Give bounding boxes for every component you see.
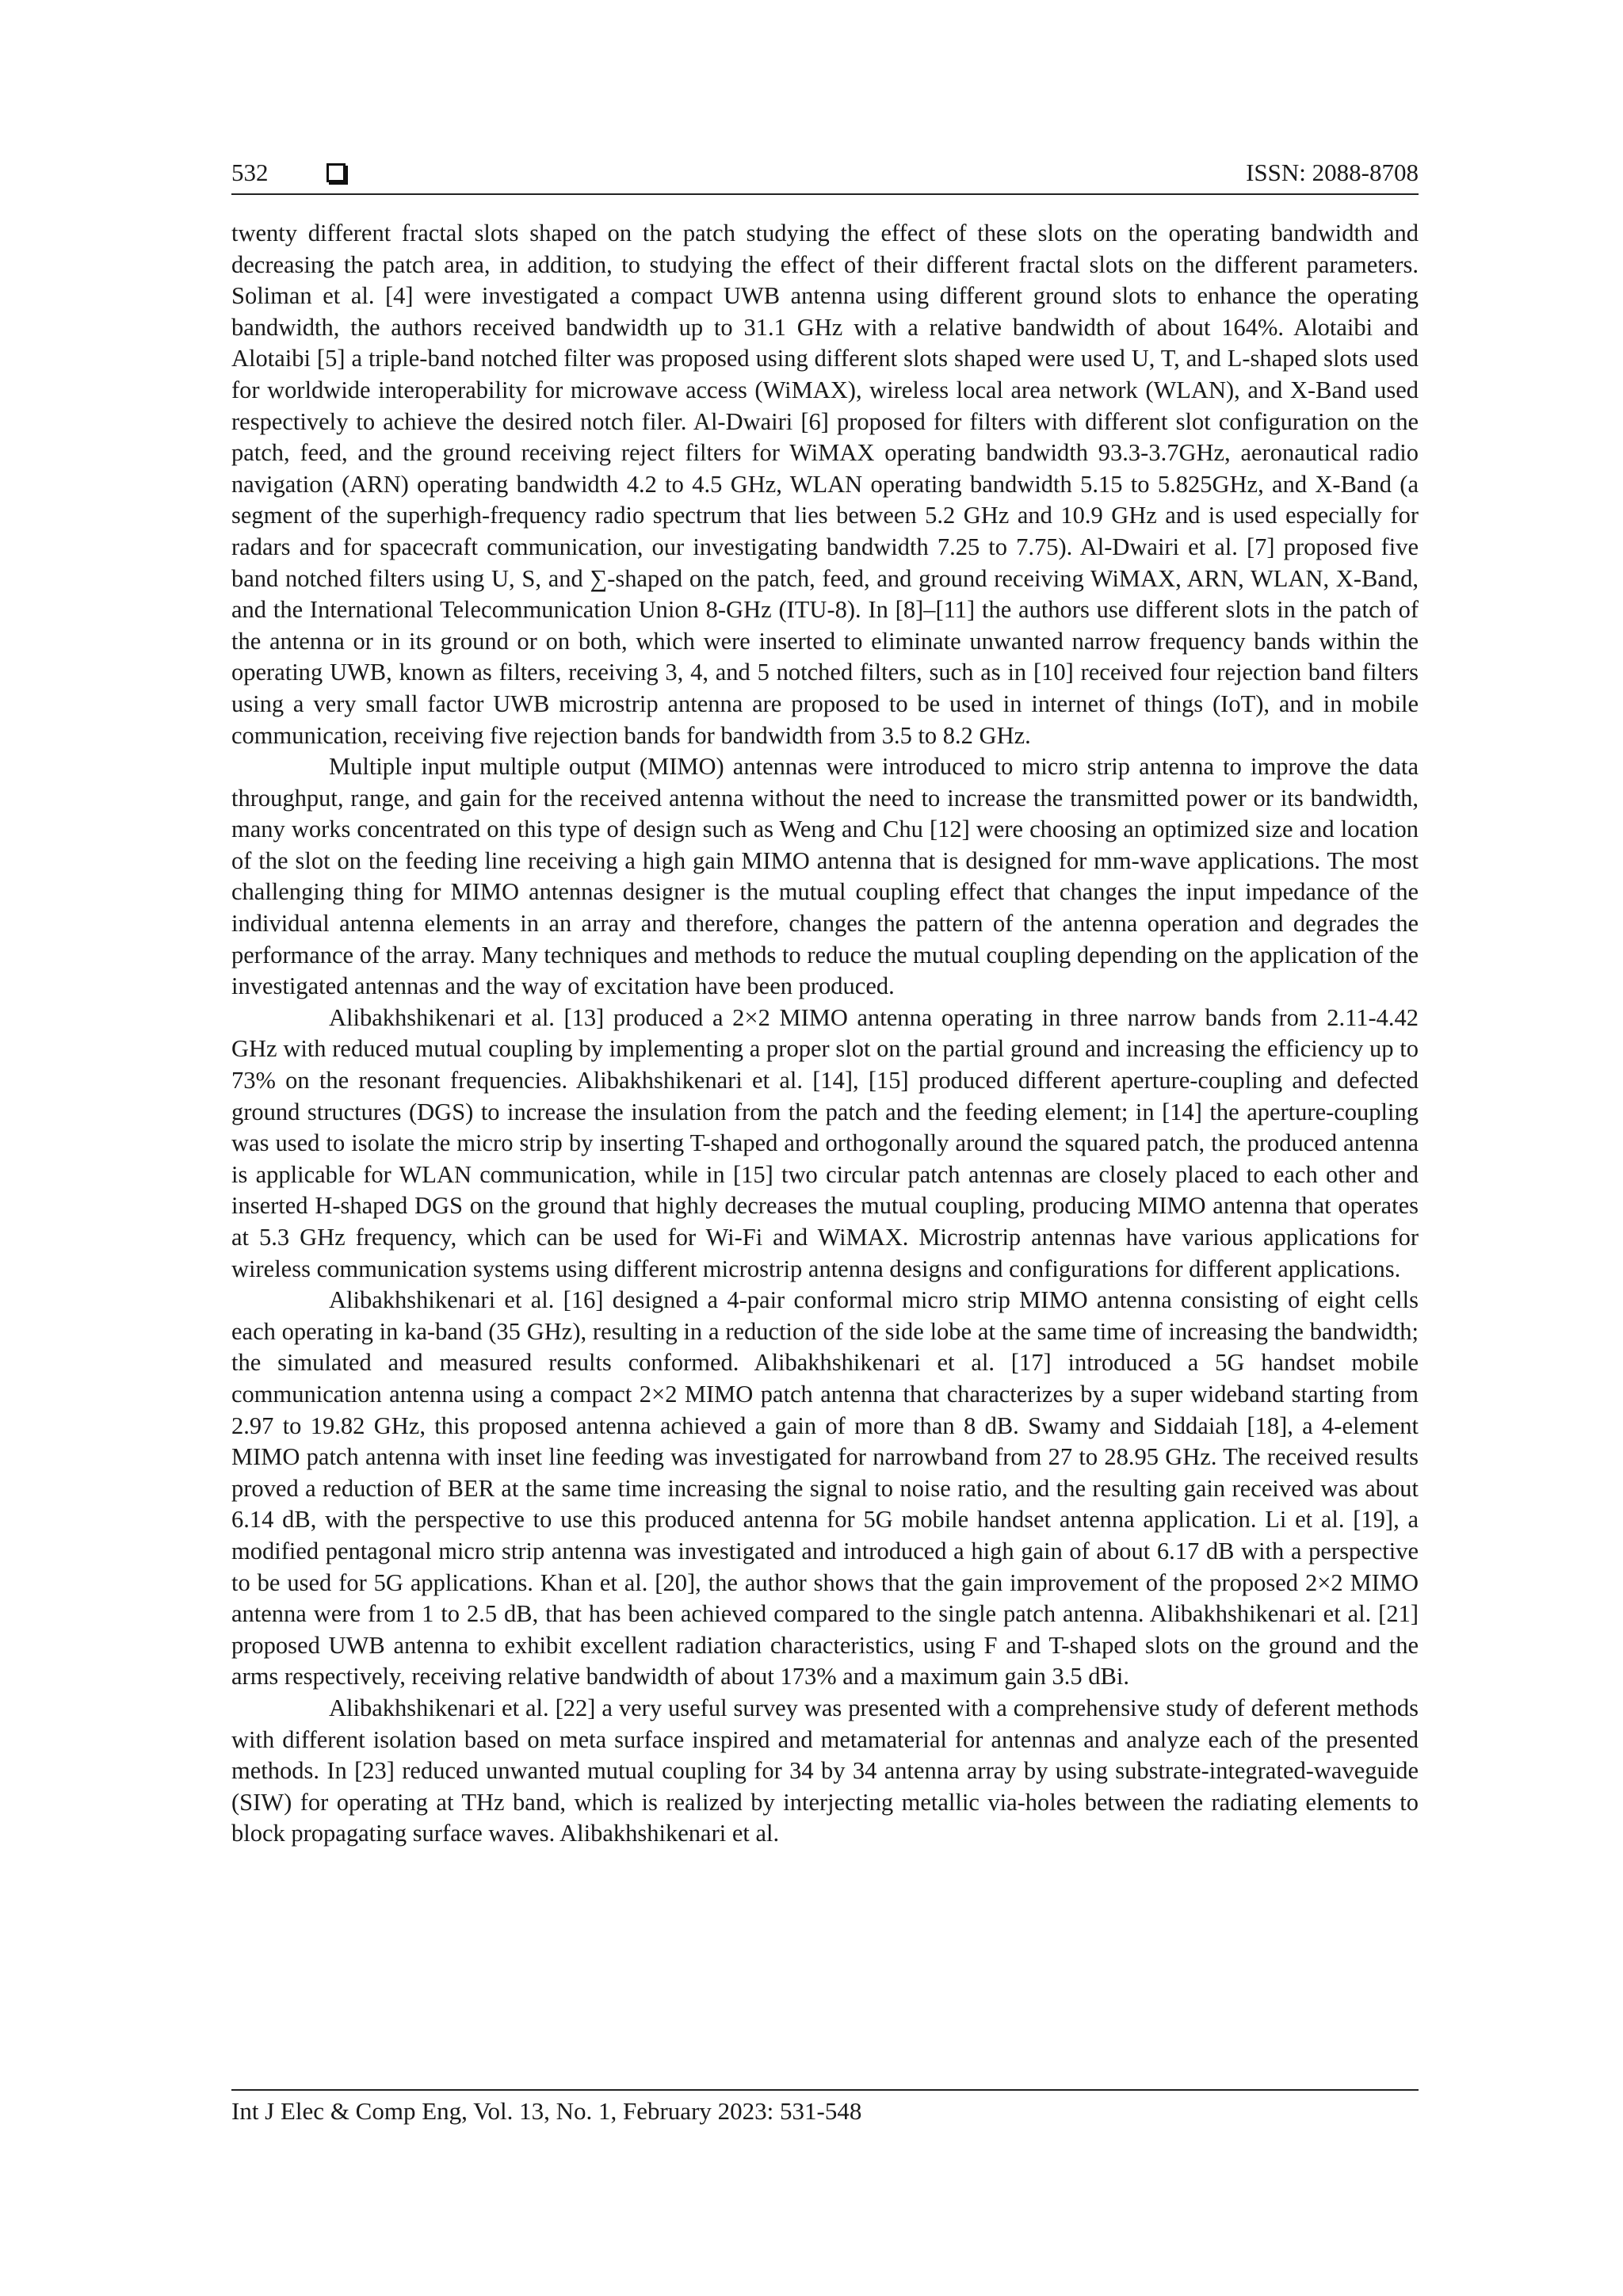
issn: ISSN: 2088-8708	[1246, 159, 1419, 186]
paragraph-2: Multiple input multiple output (MIMO) antennas were introduced to micro strip antenna to improve the data throughput, range, and gain for the received antenna without the need to increase the transmitted power or its bandwidth, many works concentrated on this type of design such as Weng and Chu [12] were choosing an optimized size and location of the slot on the feeding line receiving a high gain MIMO antenna that is designed for mm-wave applications. The most challenging thing for MIMO antennas designer is the mutual coupling effect that changes the input impedance of the individual antenna elements in an array and therefore, changes the pattern of the antenna operation and degrades the performance of the array. Many techniques and methods to reduce the mutual coupling depending on the application of the investigated antennas and the way of excitation have been produced.	[231, 753, 1419, 1000]
journal-citation: Int J Elec & Comp Eng, Vol. 13, No. 1, February 2023: 531-548	[231, 2097, 862, 2125]
page-header	[231, 155, 1419, 195]
page-number: 532	[231, 159, 269, 186]
body-text	[231, 218, 1419, 1850]
paragraph-1: twenty different fractal slots shaped on the patch studying the effect of these slots on the operating bandwidth and decreasing the patch area, in addition, to studying the effect of their different fractal slots on the different parameters. Soliman et al. [4] were investigated a compact UWB antenna using different ground slots to enhance the operating bandwidth, the authors received bandwidth up to 31.1 GHz with a relative bandwidth of about 164%. Alotaibi and Alotaibi [5] a triple-band notched filter was proposed using different slots shaped were used U, T, and L-shaped slots used for worldwide interoperability for microwave access (WiMAX), wireless local area network (WLAN), and X-Band used respectively to achieve the desired notch filer. Al-Dwairi [6] proposed for filters with different slot configuration on the patch, feed, and the ground receiving reject filters for WiMAX operating bandwidth 93.3-3.7GHz, aeronautical radio navigation (ARN) operating bandwidth 4.2 to 4.5 GHz, WLAN operating bandwidth 5.15 to 5.825GHz, and X-Band (a segment of the superhigh-frequency radio spectrum that lies between 5.2 GHz and 10.9 GHz and is used especially for radars and for spacecraft communication, our investigating bandwidth 7.25 to 7.75). Al-Dwairi et al. [7] proposed five band notched filters using U, S, and ∑-shaped on the patch, feed, and ground receiving WiMAX, ARN, WLAN, X-Band, and the International Telecommunication Union 8-GHz (ITU-8). In [8]–[11] the authors use different slots in the patch of the antenna or in its ground or on both, which were inserted to eliminate unwanted narrow frequency bands within the operating UWB, known as filters, receiving 3, 4, and 5 notched filters, such as in [10] received four rejection band filters using a very small factor UWB microstrip antenna are proposed to be used in internet of things (IoT), and in mobile communication, receiving five rejection bands for bandwidth from 3.5 to 8.2 GHz.	[231, 220, 1419, 749]
paragraph-4: Alibakhshikenari et al. [16] designed a 4-pair conformal micro strip MIMO antenna consisting of eight cells each operating in ka-band (35 GHz), resulting in a reduction of the side lobe at the same time of increasing the bandwidth; the simulated and measured results conformed. Alibakhshikenari et al. [17] introduced a 5G handset mobile communication antenna using a compact 2×2 MIMO patch antenna that characterizes by a super wideband starting from 2.97 to 19.82 GHz, this proposed antenna achieved a gain of more than 8 dB. Swamy and Siddaiah [18], a 4-element MIMO patch antenna with inset line feeding was investigated for narrowband from 27 to 28.95 GHz. The received results proved a reduction of BER at the same time increasing the signal to noise ratio, and the resulting gain received was about 6.14 dB, with the perspective to use this produced antenna for 5G mobile handset antenna application. Li et al. [19], a modified pentagonal micro strip antenna was investigated and introduced a high gain of about 6.17 dB with a perspective to be used for 5G applications. Khan et al. [20], the author shows that the gain improvement of the proposed 2×2 MIMO antenna were from 1 to 2.5 dB, that has been achieved compared to the single patch antenna. Alibakhshikenari et al. [21] proposed UWB antenna to exhibit excellent radiation characteristics, using F and T-shaped slots on the ground and the arms respectively, receiving relative bandwidth of about 173% and a maximum gain 3.5 dBi.	[231, 1286, 1419, 1690]
paragraph-3: Alibakhshikenari et al. [13] produced a 2×2 MIMO antenna operating in three narrow bands from 2.11-4.42 GHz with reduced mutual coupling by implementing a proper slot on the partial ground and increasing the efficiency up to 73% on the resonant frequencies. Alibakhshikenari et al. [14], [15] produced different aperture-coupling and defected ground structures (DGS) to increase the insulation from the patch and the feeding element; in [14] the aperture-coupling was used to isolate the micro strip by inserting T-shaped and orthogonally around the squared patch, the produced antenna is applicable for WLAN communication, while in [15] two circular patch antennas are closely placed to each other and inserted H-shaped DGS on the ground that highly decreases the mutual coupling, producing MIMO antenna that operates at 5.3 GHz frequency, which can be used for Wi-Fi and WiMAX. Microstrip antennas have various applications for wireless communication systems using different microstrip antenna designs and configurations for different applications.	[231, 1003, 1419, 1282]
paragraph-5: Alibakhshikenari et al. [22] a very useful survey was presented with a comprehensive study of deferent methods with different isolation based on meta surface inspired and metamaterial for antennas and analyze each of the presented methods. In [23] reduced unwanted mutual coupling for 34 by 34 antenna array by using substrate-integrated-waveguide (SIW) for operating at THz band, which is realized by interjecting metallic via-holes between the radiating elements to block propagating surface waves. Alibakhshikenari et al.	[231, 1694, 1419, 1847]
square-bullet-icon	[327, 163, 346, 182]
page-footer	[231, 2089, 1419, 2126]
